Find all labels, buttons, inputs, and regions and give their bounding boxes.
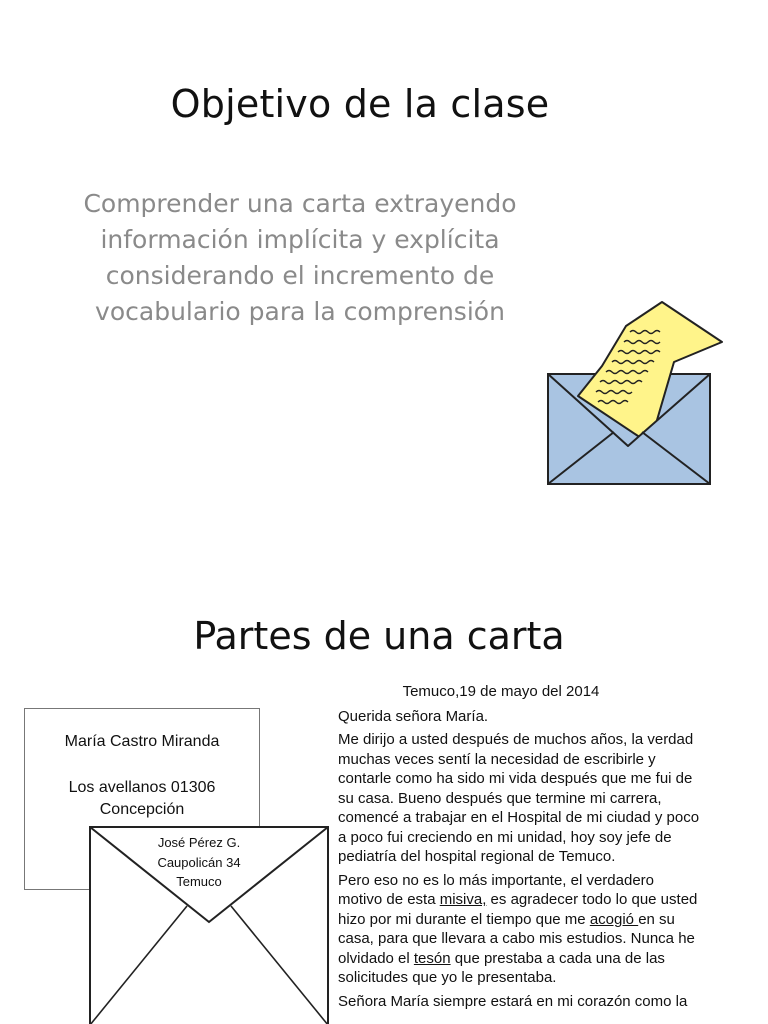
letter-line <box>338 949 738 969</box>
letter-line: pediatría del hospital regional de Temuco. <box>338 848 616 865</box>
letter-line: su casa. Bueno después que termine mi carrera, <box>338 789 662 807</box>
letter-paragraph <box>338 730 738 867</box>
sender-street: Caupolicán 34 <box>157 855 241 870</box>
text-segment: hizo por mi durante el tiempo que me <box>338 910 590 928</box>
text-segment: motivo de esta <box>338 891 440 908</box>
letter-line: comencé a trabajar en el Hospital de mi ciudad y poco <box>338 809 700 826</box>
text-segment: que prestaba a cada una de las <box>450 949 665 967</box>
letter-date: Temuco,19 de mayo del 2014 <box>402 683 600 700</box>
letter-line: muchas veces sentí la necesidad de escribirle y <box>338 750 656 768</box>
underlined-word: misiva, <box>439 891 487 908</box>
text-segment: olvidado el <box>338 949 414 967</box>
slide-title: Objetivo de la clase <box>170 82 550 126</box>
letter-body <box>338 682 738 1015</box>
letter-paragraph <box>338 992 738 1012</box>
letter-line: casa, para que llevara a cabo mis estudios. Nunca he <box>338 930 695 947</box>
objective-line: información implícita y explícita <box>100 225 500 254</box>
letter-greeting: Querida señora María. <box>338 707 489 725</box>
objective-text <box>80 186 520 330</box>
letter-line: Me dirijo a usted después de muchos años, la verdad <box>338 731 694 748</box>
sender-city: Temuco <box>176 874 222 889</box>
underlined-word: tesón <box>413 949 451 967</box>
letter-line: solicitudes que yo le presentaba. <box>338 969 557 986</box>
letter-line: Señora María siempre estará en mi corazón como la <box>338 992 688 1010</box>
letter-paragraph <box>338 871 738 988</box>
slide-partes-carta <box>0 512 768 1024</box>
slide-title: Partes de una carta <box>193 614 565 658</box>
sender-name: José Pérez G. <box>157 835 241 850</box>
letter-line <box>338 910 738 930</box>
envelope-letter-icon <box>538 296 728 492</box>
underlined-word: acogió <box>589 910 639 928</box>
recipient-city: Concepción <box>99 801 185 818</box>
letter-line <box>338 890 738 910</box>
letter-line: Pero eso no es lo más importante, el verdadero <box>338 871 655 889</box>
letter-line: contarle como ha sido mi vida después que me fui de <box>338 770 693 787</box>
recipient-name: María Castro Miranda <box>64 733 220 750</box>
letter-line: a poco fui creciendo en mi unidad, hoy soy jefe de <box>338 828 672 846</box>
text-segment: es agradecer todo lo que usted <box>486 891 698 908</box>
recipient-street: Los avellanos 01306 <box>68 779 216 796</box>
text-segment: en su <box>638 910 675 928</box>
objective-line: considerando el incremento de <box>105 261 495 290</box>
objective-line: Comprender una carta extrayendo <box>83 189 517 218</box>
objective-line: vocabulario para la comprensión <box>95 297 505 326</box>
